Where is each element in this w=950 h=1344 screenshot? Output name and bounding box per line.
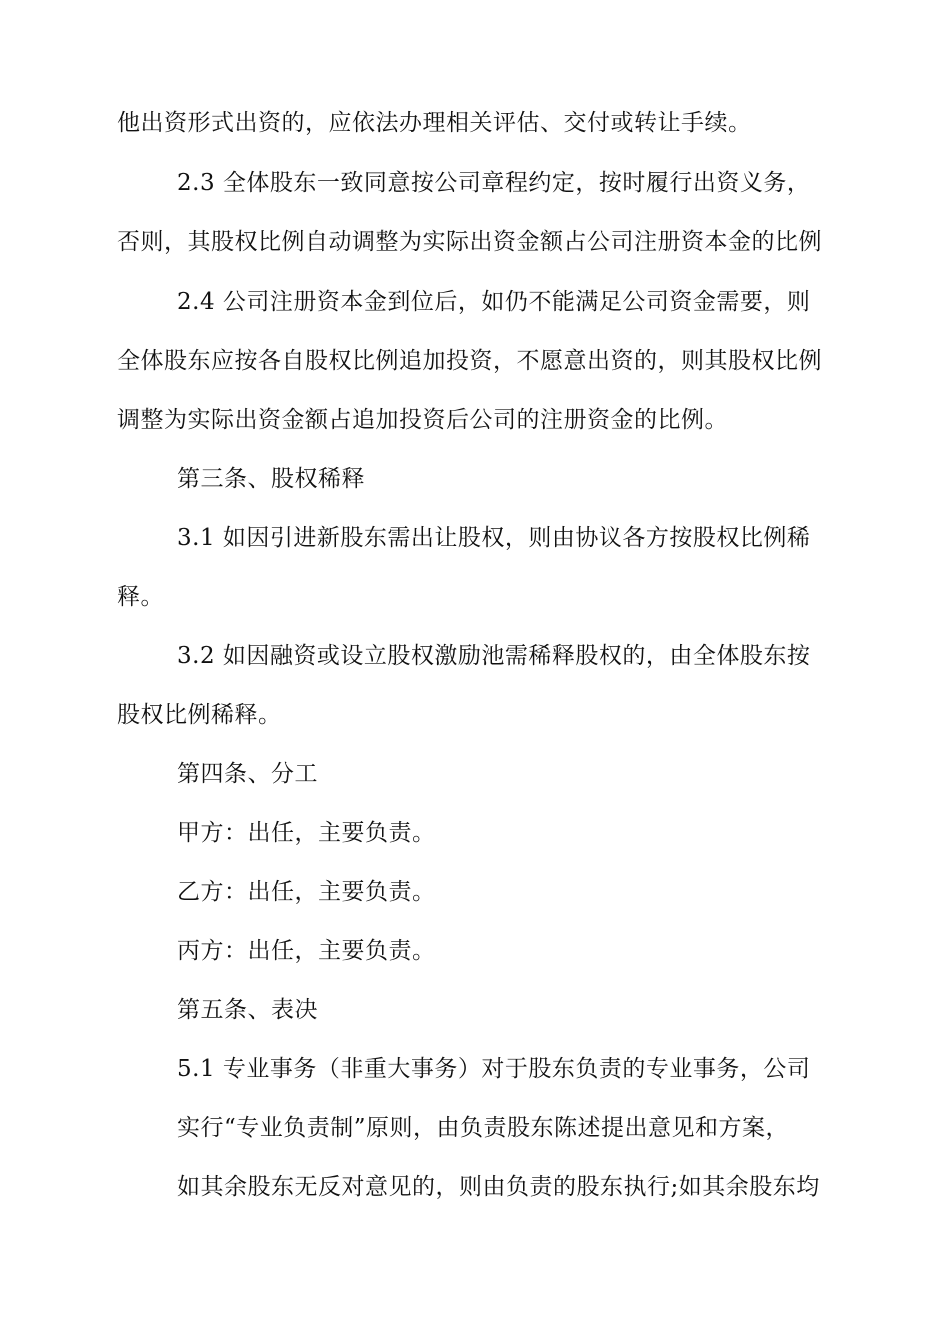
text-line-2: 2.3 全体股东一致同意按公司章程约定，按时履行出资义务，	[177, 170, 811, 196]
text-line-13: 甲方：出任，主要负责。	[177, 820, 436, 846]
section-heading-5: 第五条、表决	[177, 997, 318, 1023]
section-heading-4: 第四条、分工	[177, 761, 318, 787]
text-line-11: 股权比例稀释。	[117, 702, 282, 728]
text-line-10: 3.2 如因融资或设立股权激励池需稀释股权的，由全体股东按	[177, 643, 811, 669]
section-heading-3: 第三条、股权稀释	[177, 466, 365, 492]
text-line-5: 全体股东应按各自股权比例追加投资，不愿意出资的，则其股权比例	[117, 348, 822, 374]
text-line-6: 调整为实际出资金额占追加投资后公司的注册资金的比例。	[117, 407, 728, 433]
text-line-17: 5.1 专业事务（非重大事务）对于股东负责的专业事务，公司	[177, 1056, 811, 1082]
text-line-1: 他出资形式出资的，应依法办理相关评估、交付或转让手续。	[117, 110, 752, 136]
text-line-3: 否则，其股权比例自动调整为实际出资金额占公司注册资本金的比例	[117, 229, 822, 255]
text-line-18: 实行“专业负责制”原则，由负责股东陈述提出意见和方案，	[177, 1115, 790, 1141]
text-line-8: 3.1 如因引进新股东需出让股权，则由协议各方按股权比例稀	[177, 525, 811, 551]
text-line-4: 2.4 公司注册资本金到位后，如仍不能满足公司资金需要，则	[177, 289, 811, 315]
text-line-9: 释。	[117, 584, 164, 610]
text-line-14: 乙方：出任，主要负责。	[177, 879, 436, 905]
text-line-19: 如其余股东无反对意见的，则由负责的股东执行;如其余股东均	[177, 1174, 820, 1200]
text-line-15: 丙方：出任，主要负责。	[177, 938, 436, 964]
